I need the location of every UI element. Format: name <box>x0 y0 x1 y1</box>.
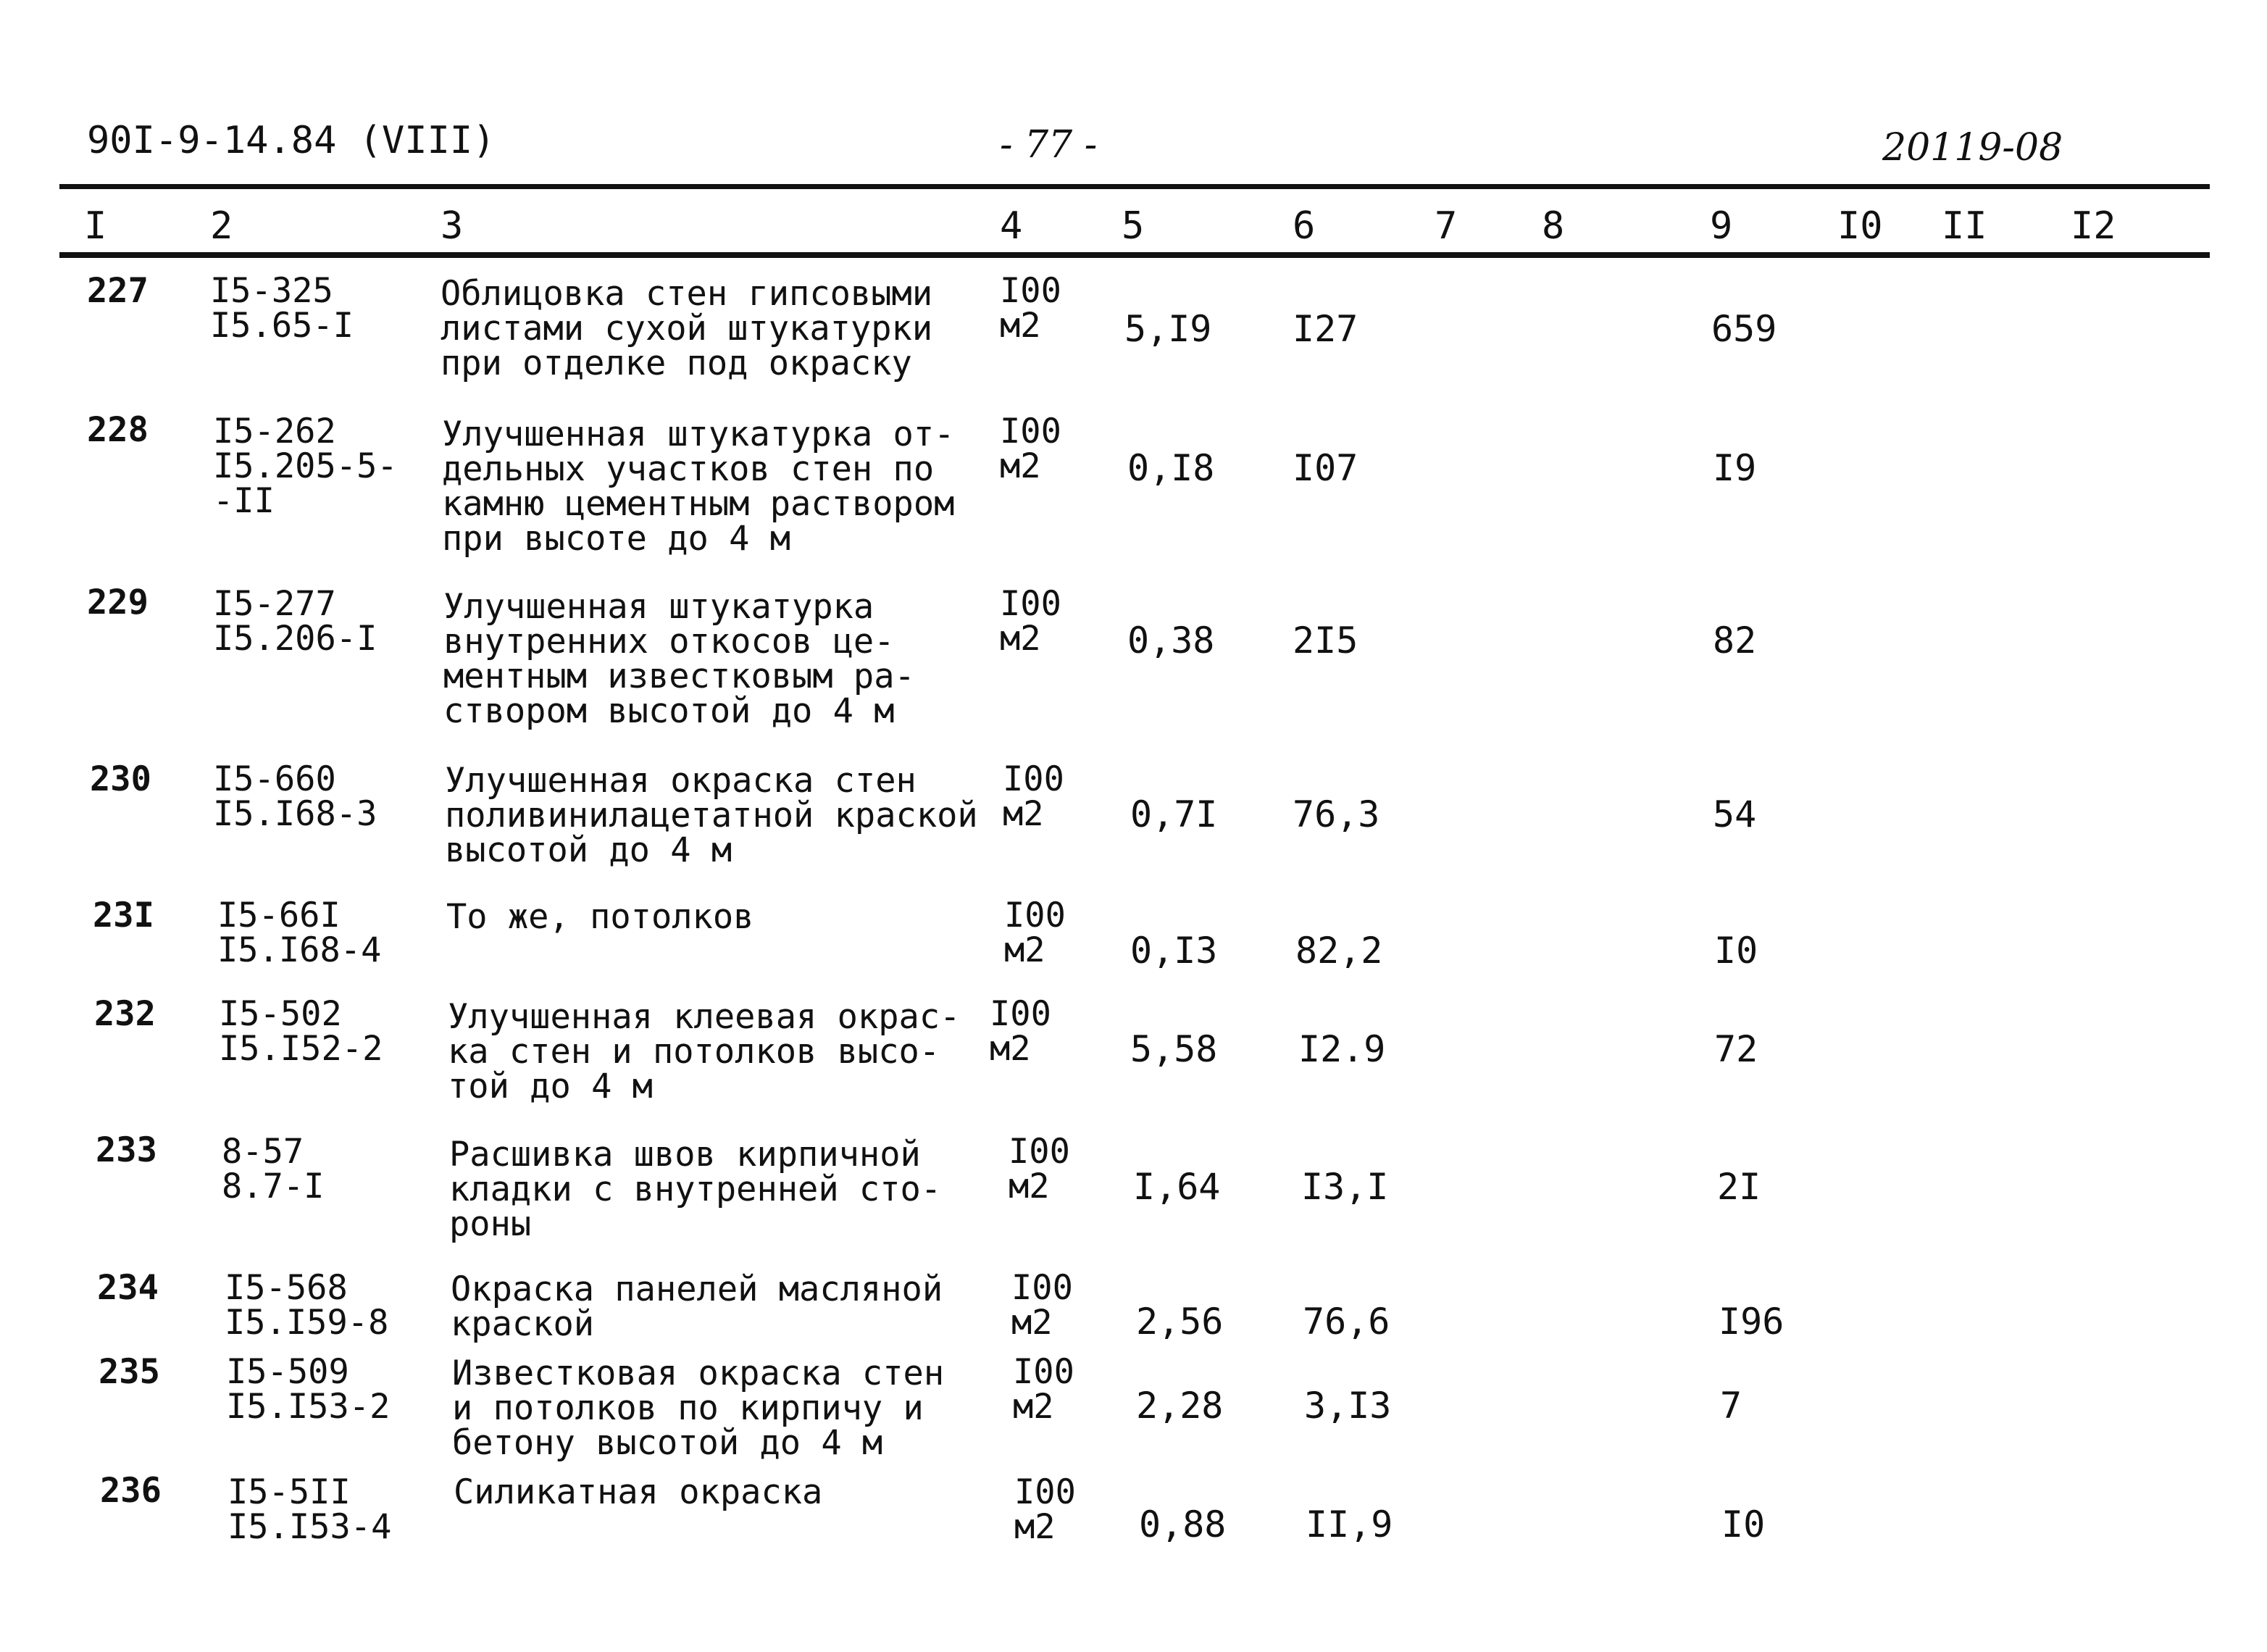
column-header-2: 2 <box>210 204 233 248</box>
unit: I00 м2 <box>1000 412 1061 486</box>
norm-code: 8-57 8.7-I <box>222 1132 325 1206</box>
unit-cost: 3,I3 <box>1304 1385 1392 1427</box>
work-description: Улучшенная штукатурка внутренних откосов це- ментным известковым ра- створом высотой до 4 м <box>443 587 915 731</box>
row-number: 236 <box>100 1471 162 1511</box>
work-description: Силикатная окраска <box>454 1472 823 1512</box>
row-number: 230 <box>90 759 151 799</box>
row-number: 235 <box>99 1352 160 1392</box>
norm-code: I5-502 I5.I52-2 <box>219 994 383 1069</box>
work-description: Известковая окраска стен и потолков по кирпичу и бетону высотой до 4 м <box>452 1353 945 1463</box>
column-header-9: 9 <box>1710 204 1733 248</box>
header-rule <box>59 252 2210 258</box>
column-header-3: 3 <box>441 204 464 248</box>
norm-code: I5-277 I5.206-I <box>213 584 377 659</box>
unit-cost: 82,2 <box>1295 930 1383 972</box>
total-cost: 7 <box>1720 1385 1742 1427</box>
document-code: 90I-9-14.84 (VIII) <box>87 119 496 162</box>
row-number: 23I <box>93 896 154 935</box>
work-description: Улучшенная окраска стен поливинилацетатной краской высотой до 4 м <box>445 761 978 870</box>
total-cost: 2I <box>1717 1166 1761 1208</box>
norm-code: I5-66I I5.I68-4 <box>217 896 382 970</box>
work-description: Улучшенная штукатурка от- дельных участков стен по камню цементным раствором при высоте до 4 м <box>442 414 955 559</box>
row-number: 229 <box>87 583 149 622</box>
row-number: 227 <box>87 271 149 311</box>
quantity: 5,I9 <box>1124 308 1212 350</box>
work-description: То же, потолков <box>446 897 754 937</box>
work-description: Расшивка швов кирпичной кладки с внутренней сто- роны <box>449 1135 942 1244</box>
quantity: 0,I8 <box>1127 447 1215 489</box>
unit: I00 м2 <box>1000 584 1061 659</box>
norm-code: I5-5II I5.I53-4 <box>227 1472 392 1547</box>
unit-cost: 76,6 <box>1303 1301 1390 1343</box>
unit: I00 м2 <box>1004 896 1066 970</box>
unit-cost: I2.9 <box>1298 1028 1386 1070</box>
column-header-10: I0 <box>1837 204 1883 248</box>
work-description: Улучшенная клеевая окрас- ка стен и потолков высо- той до 4 м <box>448 997 961 1106</box>
total-cost: 72 <box>1714 1028 1758 1070</box>
norm-code: I5-262 I5.205-5- -II <box>213 412 398 521</box>
column-header-4: 4 <box>1000 204 1023 248</box>
norm-code: I5-660 I5.I68-3 <box>213 759 377 834</box>
column-header-6: 6 <box>1293 204 1316 248</box>
total-cost: I9 <box>1713 447 1757 489</box>
document-number: 20119-08 <box>1882 126 2063 170</box>
unit: I00 м2 <box>1014 1472 1076 1547</box>
page-number: - 77 - <box>1000 123 1098 167</box>
column-header-12: I2 <box>2071 204 2116 248</box>
top-rule <box>59 184 2210 189</box>
total-cost: I0 <box>1721 1503 1766 1545</box>
unit: I00 м2 <box>990 994 1051 1069</box>
quantity: 0,38 <box>1127 620 1215 662</box>
norm-code: I5-325 I5.65-I <box>210 271 354 346</box>
row-number: 234 <box>97 1268 159 1308</box>
column-header-7: 7 <box>1435 204 1458 248</box>
total-cost: 54 <box>1713 793 1757 835</box>
total-cost: 82 <box>1713 620 1757 662</box>
unit: I00 м2 <box>1013 1352 1074 1427</box>
unit-cost: I27 <box>1293 308 1358 350</box>
unit: I00 м2 <box>1011 1268 1073 1343</box>
quantity: I,64 <box>1133 1166 1221 1208</box>
row-number: 228 <box>87 410 149 450</box>
column-header-8: 8 <box>1542 204 1565 248</box>
row-number: 232 <box>94 994 156 1034</box>
total-cost: I0 <box>1714 930 1758 972</box>
unit-cost: II,9 <box>1306 1503 1393 1545</box>
quantity: 0,88 <box>1139 1503 1227 1545</box>
quantity: 0,7I <box>1130 793 1218 835</box>
total-cost: 659 <box>1711 308 1777 350</box>
unit: I00 м2 <box>1000 271 1061 346</box>
total-cost: I96 <box>1719 1301 1784 1343</box>
column-header-5: 5 <box>1122 204 1145 248</box>
unit-cost: 2I5 <box>1293 620 1358 662</box>
unit: I00 м2 <box>1003 759 1064 834</box>
norm-code: I5-509 I5.I53-2 <box>226 1352 391 1427</box>
unit-cost: 76,3 <box>1293 793 1380 835</box>
column-header-1: I <box>84 204 107 248</box>
unit: I00 м2 <box>1009 1132 1070 1206</box>
unit-cost: I3,I <box>1301 1166 1389 1208</box>
work-description: Облицовка стен гипсовыми листами сухой штукатурки при отделке под окраску <box>441 274 933 383</box>
column-header-11: II <box>1942 204 1987 248</box>
quantity: 2,28 <box>1136 1385 1224 1427</box>
quantity: 0,I3 <box>1130 930 1218 972</box>
quantity: 2,56 <box>1136 1301 1224 1343</box>
unit-cost: I07 <box>1293 447 1358 489</box>
quantity: 5,58 <box>1130 1028 1218 1070</box>
row-number: 233 <box>96 1130 157 1170</box>
norm-code: I5-568 I5.I59-8 <box>225 1268 389 1343</box>
work-description: Окраска панелей масляной краской <box>451 1269 943 1344</box>
